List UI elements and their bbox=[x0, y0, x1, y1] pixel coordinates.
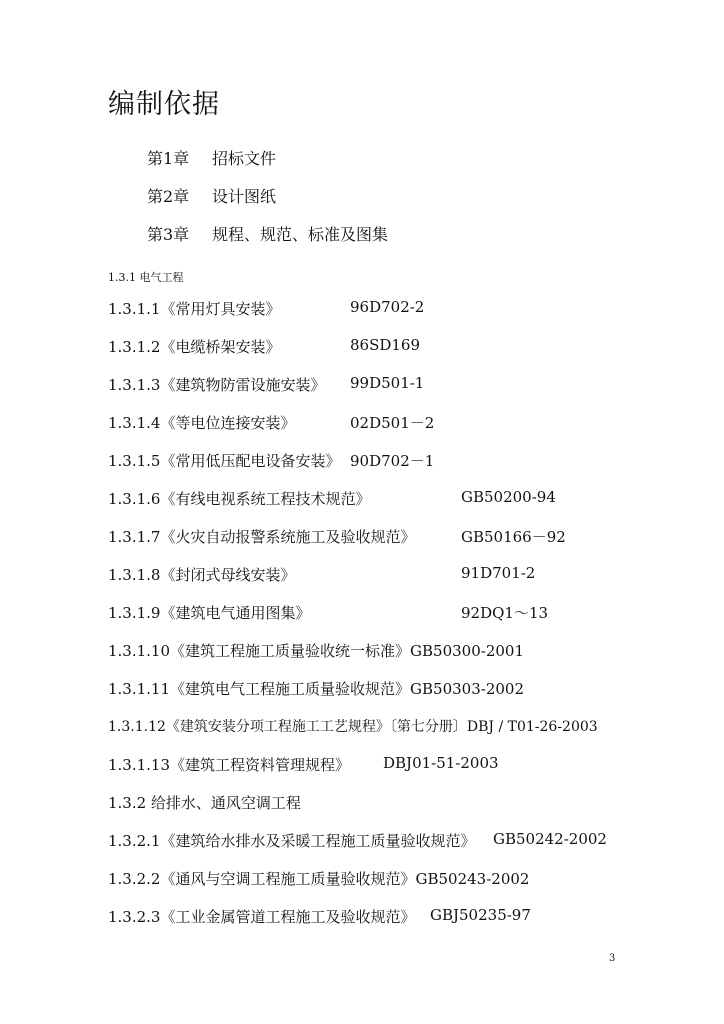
chapter-line bbox=[147, 146, 276, 169]
list-item-code: 02D501－2 bbox=[350, 414, 435, 432]
list-item-label: 1.3.1.2《电缆桥架安装》 bbox=[108, 338, 281, 356]
list-item-label: 1.3.2.2《通风与空调工程施工质量验收规范》GB50243-2002 bbox=[108, 870, 530, 888]
list-item-code: DBJ01-51-2003 bbox=[383, 754, 499, 772]
section-heading: 1.3.2 给排水、通风空调工程 bbox=[108, 794, 301, 812]
chapter-text: 招标文件 bbox=[212, 149, 277, 168]
page-number: 3 bbox=[609, 953, 616, 964]
list-item-code: GB50166－92 bbox=[461, 528, 566, 546]
chapter-line bbox=[147, 222, 388, 245]
list-item-label: 1.3.1.8《封闭式母线安装》 bbox=[108, 566, 296, 584]
chapter-number: 第1章 bbox=[147, 149, 190, 168]
list-item-label: 1.3.1.4《等电位连接安装》 bbox=[108, 414, 296, 432]
list-item-code: 99D501-1 bbox=[350, 374, 425, 392]
list-item-code: 91D701-2 bbox=[461, 564, 536, 582]
list-item-label: 1.3.1.6《有线电视系统工程技术规范》 bbox=[108, 490, 371, 508]
list-item-label: 1.3.1.10《建筑工程施工质量验收统一标准》GB50300-2001 bbox=[108, 642, 524, 660]
list-item-code: GB50242-2002 bbox=[493, 830, 607, 848]
chapter-number: 第2章 bbox=[147, 187, 190, 206]
list-item-label: 1.3.1.13《建筑工程资料管理规程》 bbox=[108, 756, 351, 774]
list-item-label: 1.3.1.7《火灾自动报警系统施工及验收规范》 bbox=[108, 528, 416, 546]
list-item-code: 92DQ1～13 bbox=[461, 604, 549, 622]
page-title: 编制依据 bbox=[108, 89, 220, 120]
list-item-code: 96D702-2 bbox=[350, 298, 425, 316]
list-item-code: GB50200-94 bbox=[461, 488, 556, 506]
chapter-line bbox=[147, 184, 276, 207]
list-item-label: 1.3.1.12《建筑安装分项工程施工工艺规程》〔第七分册〕DBJ / T01-26-2003 bbox=[108, 719, 598, 735]
list-item-label: 1.3.1.5《常用低压配电设备安装》 bbox=[108, 452, 341, 470]
chapter-text: 设计图纸 bbox=[212, 187, 277, 206]
list-item-label: 1.3.1.1《常用灯具安装》 bbox=[108, 300, 281, 318]
list-item-label: 1.3.2.3《工业金属管道工程施工及验收规范》 bbox=[108, 908, 416, 926]
chapter-text: 规程、规范、标准及图集 bbox=[212, 225, 389, 244]
chapter-number: 第3章 bbox=[147, 225, 190, 244]
list-item-label: 1.3.1.11《建筑电气工程施工质量验收规范》GB50303-2002 bbox=[108, 680, 524, 698]
section-heading: 1.3.1 电气工程 bbox=[108, 271, 184, 284]
list-item-code: 90D702－1 bbox=[350, 452, 435, 470]
list-item-label: 1.3.1.9《建筑电气通用图集》 bbox=[108, 604, 311, 622]
list-item-label: 1.3.1.3《建筑物防雷设施安装》 bbox=[108, 376, 326, 394]
list-item-label: 1.3.2.1《建筑给水排水及采暖工程施工质量验收规范》 bbox=[108, 832, 476, 850]
list-item-code: GBJ50235-97 bbox=[430, 906, 531, 924]
list-item-code: 86SD169 bbox=[350, 336, 421, 354]
